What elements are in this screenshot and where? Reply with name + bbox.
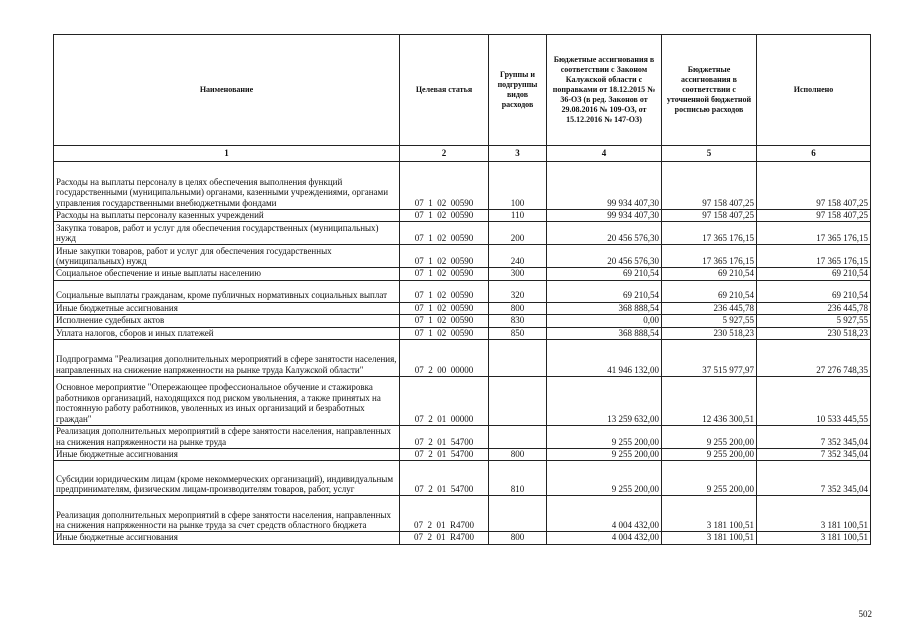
cell-expense-group: 810	[489, 461, 547, 496]
cell-target-article: 07 1 02 00590	[400, 302, 489, 314]
cell-target-article: 07 1 02 00590	[400, 245, 489, 268]
table-row	[54, 315, 871, 327]
cell-law-amount: 9 255 200,00	[547, 426, 662, 449]
cell-law-amount: 0,00	[547, 315, 662, 327]
cell-name: Иные закупки товаров, работ и услуг для обеспечения государственных (муниципальных) нужд	[54, 245, 400, 268]
table-row	[54, 268, 871, 280]
cell-target-article: 07 2 01 R4700	[400, 496, 489, 532]
cell-executed-amount: 17 365 176,15	[757, 245, 871, 268]
page-number: 502	[858, 609, 872, 619]
cell-refined-amount: 236 445,78	[662, 302, 757, 314]
cell-law-amount: 20 456 576,30	[547, 245, 662, 268]
cell-executed-amount: 69 210,54	[757, 280, 871, 302]
cell-expense-group	[489, 426, 547, 449]
table-row	[54, 245, 871, 268]
cell-expense-group: 830	[489, 315, 547, 327]
table-row	[54, 162, 871, 210]
cell-name: Иные бюджетные ассигнования	[54, 532, 400, 544]
cell-expense-group: 110	[489, 210, 547, 222]
column-number: 2	[400, 146, 489, 162]
table-row	[54, 532, 871, 544]
column-number: 3	[489, 146, 547, 162]
cell-executed-amount: 236 445,78	[757, 302, 871, 314]
cell-name: Субсидии юридическим лицам (кроме некоммерческих организаций), индивидуальным предпринимателям, физическим лицам-производителям товаров, работ, услуг	[54, 461, 400, 496]
cell-executed-amount: 7 352 345,04	[757, 449, 871, 461]
cell-target-article: 07 1 02 00590	[400, 327, 489, 339]
cell-law-amount: 9 255 200,00	[547, 461, 662, 496]
table-row	[54, 340, 871, 377]
cell-executed-amount: 10 533 445,55	[757, 377, 871, 426]
cell-executed-amount: 5 927,55	[757, 315, 871, 327]
column-number: 6	[757, 146, 871, 162]
cell-expense-group: 800	[489, 449, 547, 461]
cell-name: Уплата налогов, сборов и иных платежей	[54, 327, 400, 339]
cell-refined-amount: 9 255 200,00	[662, 426, 757, 449]
cell-refined-amount: 17 365 176,15	[662, 245, 757, 268]
table-row	[54, 426, 871, 449]
cell-name: Социальные выплаты гражданам, кроме публичных нормативных социальных выплат	[54, 280, 400, 302]
cell-refined-amount: 9 255 200,00	[662, 461, 757, 496]
cell-target-article: 07 1 02 00590	[400, 268, 489, 280]
cell-target-article: 07 1 02 00590	[400, 315, 489, 327]
cell-law-amount: 368 888,54	[547, 327, 662, 339]
cell-executed-amount: 17 365 176,15	[757, 222, 871, 245]
cell-executed-amount: 3 181 100,51	[757, 532, 871, 544]
cell-law-amount: 9 255 200,00	[547, 449, 662, 461]
cell-refined-amount: 3 181 100,51	[662, 496, 757, 532]
table-row	[54, 377, 871, 426]
cell-law-amount: 4 004 432,00	[547, 532, 662, 544]
cell-refined-amount: 69 210,54	[662, 280, 757, 302]
table-row	[54, 302, 871, 314]
table-row	[54, 496, 871, 532]
cell-target-article: 07 2 01 54700	[400, 449, 489, 461]
cell-law-amount: 4 004 432,00	[547, 496, 662, 532]
column-number: 5	[662, 146, 757, 162]
cell-refined-amount: 230 518,23	[662, 327, 757, 339]
cell-refined-amount: 37 515 977,97	[662, 340, 757, 377]
cell-target-article: 07 1 02 00590	[400, 280, 489, 302]
cell-expense-group	[489, 340, 547, 377]
column-number: 1	[54, 146, 400, 162]
cell-law-amount: 69 210,54	[547, 268, 662, 280]
cell-name: Иные бюджетные ассигнования	[54, 449, 400, 461]
cell-name: Расходы на выплаты персоналу казенных учреждений	[54, 210, 400, 222]
cell-executed-amount: 7 352 345,04	[757, 461, 871, 496]
cell-name: Основное мероприятие "Опережающее профессиональное обучение и стажировка работников организаций, находящихся под риском увольнения, а также принятых на постоянную работу работников, уволенных из иных организаций и безработных граждан"	[54, 377, 400, 426]
cell-executed-amount: 69 210,54	[757, 268, 871, 280]
cell-law-amount: 99 934 407,30	[547, 210, 662, 222]
header-refined-allocations: Бюджетные ассигнования в соответствии с уточненной бюджетной росписью расходов	[662, 35, 757, 146]
cell-executed-amount: 230 518,23	[757, 327, 871, 339]
cell-expense-group	[489, 496, 547, 532]
cell-target-article: 07 1 02 00590	[400, 210, 489, 222]
cell-name: Реализация дополнительных мероприятий в сфере занятости населения, направленных на снижения напряженности на рынке труда за счет средств областного бюджета	[54, 496, 400, 532]
cell-target-article: 07 2 01 54700	[400, 426, 489, 449]
table-row	[54, 449, 871, 461]
cell-executed-amount: 3 181 100,51	[757, 496, 871, 532]
cell-expense-group	[489, 377, 547, 426]
cell-refined-amount: 17 365 176,15	[662, 222, 757, 245]
cell-refined-amount: 12 436 300,51	[662, 377, 757, 426]
cell-law-amount: 368 888,54	[547, 302, 662, 314]
cell-target-article: 07 1 02 00590	[400, 162, 489, 210]
header-name: Наименование	[54, 35, 400, 146]
cell-law-amount: 20 456 576,30	[547, 222, 662, 245]
cell-refined-amount: 5 927,55	[662, 315, 757, 327]
cell-executed-amount: 97 158 407,25	[757, 162, 871, 210]
header-row	[54, 35, 871, 146]
cell-name: Расходы на выплаты персоналу в целях обеспечения выполнения функций государственными (муниципальными) органами, казенными учреждениями, органами управления государственными внебюджетными фондами	[54, 162, 400, 210]
cell-target-article: 07 1 02 00590	[400, 222, 489, 245]
cell-target-article: 07 2 01 54700	[400, 461, 489, 496]
cell-target-article: 07 2 01 R4700	[400, 532, 489, 544]
column-number: 4	[547, 146, 662, 162]
cell-executed-amount: 97 158 407,25	[757, 210, 871, 222]
cell-name: Закупка товаров, работ и услуг для обеспечения государственных (муниципальных) нужд	[54, 222, 400, 245]
cell-expense-group: 300	[489, 268, 547, 280]
cell-expense-group: 800	[489, 302, 547, 314]
cell-executed-amount: 7 352 345,04	[757, 426, 871, 449]
cell-refined-amount: 9 255 200,00	[662, 449, 757, 461]
cell-target-article: 07 2 00 00000	[400, 340, 489, 377]
cell-law-amount: 99 934 407,30	[547, 162, 662, 210]
header-expense-groups: Группы и подгруппы видов расходов	[489, 35, 547, 146]
cell-executed-amount: 27 276 748,35	[757, 340, 871, 377]
cell-expense-group: 320	[489, 280, 547, 302]
table-row	[54, 222, 871, 245]
cell-expense-group: 800	[489, 532, 547, 544]
cell-expense-group: 240	[489, 245, 547, 268]
cell-name: Исполнение судебных актов	[54, 315, 400, 327]
cell-law-amount: 69 210,54	[547, 280, 662, 302]
cell-expense-group: 850	[489, 327, 547, 339]
cell-expense-group: 100	[489, 162, 547, 210]
header-target-article: Целевая статья	[400, 35, 489, 146]
table-row	[54, 210, 871, 222]
cell-name: Реализация дополнительных мероприятий в сфере занятости населения, направленных на снижения напряженности на рынке труда	[54, 426, 400, 449]
cell-refined-amount: 97 158 407,25	[662, 210, 757, 222]
header-executed: Исполнено	[757, 35, 871, 146]
cell-name: Иные бюджетные ассигнования	[54, 302, 400, 314]
cell-refined-amount: 69 210,54	[662, 268, 757, 280]
table-row	[54, 327, 871, 339]
cell-law-amount: 41 946 132,00	[547, 340, 662, 377]
cell-expense-group: 200	[489, 222, 547, 245]
table-row	[54, 461, 871, 496]
cell-law-amount: 13 259 632,00	[547, 377, 662, 426]
cell-refined-amount: 97 158 407,25	[662, 162, 757, 210]
table-row	[54, 280, 871, 302]
header-law-allocations: Бюджетные ассигнования в соответствии с Законом Калужской области с поправками от 18.12.2015 № 36-ОЗ (в ред. Законов от 29.08.2016 № 109-ОЗ, от 15.12.2016 № 147-ОЗ)	[547, 35, 662, 146]
cell-target-article: 07 2 01 00000	[400, 377, 489, 426]
cell-name: Социальное обеспечение и иные выплаты населению	[54, 268, 400, 280]
cell-refined-amount: 3 181 100,51	[662, 532, 757, 544]
budget-table	[53, 34, 871, 545]
cell-name: Подпрограмма "Реализация дополнительных мероприятий в сфере занятости населения, направленных на снижение напряженности на рынке труда Калужской области"	[54, 340, 400, 377]
column-number-row	[54, 146, 871, 162]
